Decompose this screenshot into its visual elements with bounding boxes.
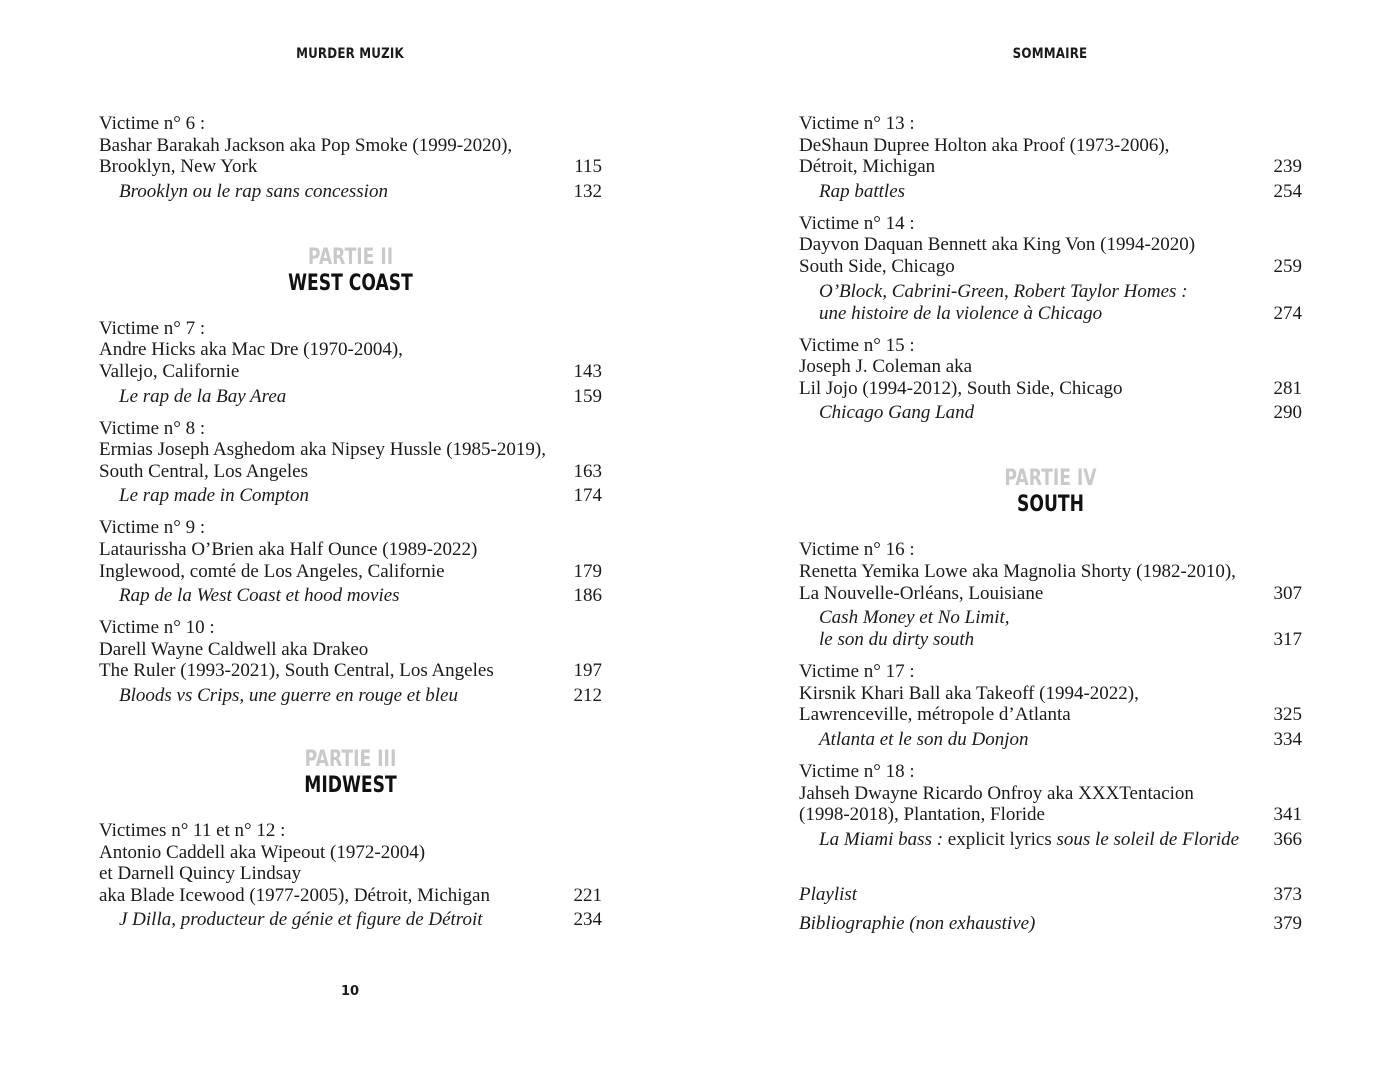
part-label: PARTIE II [307,244,394,270]
page-number: 317 [1273,629,1302,651]
entry-topic: Rap de la West Coast et hood movies 186 [119,585,602,607]
entry-line: Dayvon Daquan Bennett aka King Von (1994-2020) [799,234,1196,256]
entry-topic: Brooklyn ou le rap sans concession 132 [119,180,602,202]
entry-line: La Nouvelle-Orléans, Louisiane 307 [799,582,1302,604]
entry-line: Jahseh Dwayne Ricardo Onfroy aka XXXTentacion [799,782,1194,804]
entry-line: Joseph J. Coleman aka [799,356,973,378]
page-number: 281 [1273,377,1302,399]
entry-line: The Ruler (1993-2021), South Central, Los Angeles 197 [99,660,602,682]
entry-label: Victime n° 7 : [99,317,206,339]
entry-line: (1998-2018), Plantation, Floride 341 [799,804,1302,826]
entry-label: Victime n° 13 : [799,113,915,134]
page-number: 341 [1273,804,1302,826]
entry-line: Inglewood, comté de Los Angeles, Californie 179 [99,560,602,582]
entry-line: aka Blade Icewood (1977-2005), Détroit, Michigan 221 [99,884,602,906]
entry-line: DeShaun Dupree Holton aka Proof (1973-2006), [799,134,1170,156]
entry-line: Lataurissha O’Brien aka Half Ounce (1989-2022) [99,538,478,560]
entry-line: Darell Wayne Caldwell aka Drakeo [99,638,369,660]
page-number: 259 [1273,255,1302,277]
part-label: PARTIE IV [1004,466,1097,492]
page-number: 334 [1273,728,1302,750]
toc-entry-15 [799,335,1302,425]
page-number: 221 [573,884,602,906]
part-heading [799,466,1302,518]
page-number: 290 [1273,402,1302,424]
page-number: 212 [573,684,602,706]
page-number: 174 [573,485,602,507]
running-head: MURDER MUZIK [296,46,404,62]
toc-entry-16 [799,539,1302,651]
entry-label: Victime n° 9 : [99,517,206,539]
entry-line: Antonio Caddell aka Wipeout (1972-2004) [99,841,426,863]
entry-line: et Darnell Quincy Lindsay [99,863,302,885]
page-folio: 10 [340,984,360,999]
entry-label: Victime n° 17 : [799,661,915,683]
entry-topic: une histoire de la violence à Chicago 274 [819,302,1302,324]
page-number: 366 [1273,828,1302,850]
toc-entry-9 [99,517,602,607]
page-number: 179 [573,560,602,582]
entry-label: Victime n° 18 : [799,760,915,782]
part-label: PARTIE III [304,746,397,772]
toc-entry-bibliography [799,913,1302,935]
toc-entry-7 [99,318,602,408]
page-number: 239 [1273,156,1302,178]
entry-label: Bibliographie (non exhaustive) [799,913,1036,935]
page-number: 132 [573,180,602,202]
page-number: 307 [1273,582,1302,604]
page-number: 159 [573,385,602,407]
entry-line: Renetta Yemika Lowe aka Magnolia Shorty (1982-2010), [799,560,1236,582]
page-number: 115 [574,156,602,178]
entry-line: South Side, Chicago 259 [799,255,1302,277]
entry-topic: Atlanta et le son du Donjon 334 [819,728,1302,750]
entry-label: Victime n° 6 : [99,113,206,134]
right-page [700,0,1400,1075]
entry-line: Ermias Joseph Asghedom aka Nipsey Hussle (1985-2019), [99,439,546,461]
page-number: 254 [1273,180,1302,202]
entry-topic: le son du dirty south 317 [819,629,1302,651]
page-number: 325 [1273,704,1302,726]
running-head: SOMMAIRE [1012,46,1088,62]
toc-entry-8 [99,418,602,508]
part-heading [99,747,602,799]
page-number: 274 [1273,302,1302,324]
entry-label: Victime n° 8 : [99,417,206,439]
toc-entry-11-12 [99,820,602,931]
part-title: MIDWEST [304,772,397,798]
entry-line: Brooklyn, New York 115 [99,156,602,178]
entry-topic: J Dilla, producteur de génie et figure de Détroit 234 [119,909,602,931]
toc-entry-6 [99,113,602,203]
entry-line: Bashar Barakah Jackson aka Pop Smoke (1999-2020), [99,134,513,156]
entry-label: Victimes n° 11 et n° 12 : [99,819,286,841]
entry-topic: Rap battles 254 [819,180,1302,202]
entry-line: Kirsnik Khari Ball aka Takeoff (1994-2022), [799,682,1139,704]
toc-entry-13 [799,113,1302,203]
entry-topic: Cash Money et No Limit, [819,607,1010,629]
entry-label: Victime n° 15 : [799,334,915,356]
entry-label: Victime n° 14 : [799,212,915,234]
page-number: 143 [573,360,602,382]
entry-line: Lawrenceville, métropole d’Atlanta 325 [799,704,1302,726]
entry-line: Vallejo, Californie 143 [99,360,602,382]
entry-topic: La Miami bass : explicit lyrics sous le soleil de Floride 366 [819,828,1302,850]
part-title: WEST COAST [288,270,413,296]
entry-topic: O’Block, Cabrini-Green, Robert Taylor Homes : [819,280,1188,302]
entry-line: Andre Hicks aka Mac Dre (1970-2004), [99,339,403,361]
entry-topic: Bloods vs Crips, une guerre en rouge et bleu 212 [119,684,602,706]
page-number: 379 [1273,913,1302,935]
page-number: 373 [1273,883,1302,905]
page-number: 234 [573,909,602,931]
toc-left [99,113,602,931]
part-heading [99,245,602,297]
page-number: 163 [573,460,602,482]
entry-topic: Le rap made in Compton 174 [119,485,602,507]
toc-entry-18 [799,761,1302,851]
entry-line: Lil Jojo (1994-2012), South Side, Chicago 281 [799,377,1302,399]
toc-entry-10 [99,617,602,707]
toc-entry-playlist [799,884,1302,906]
entry-label: Victime n° 10 : [99,617,215,639]
entry-label: Playlist [799,883,858,905]
entry-topic: Le rap de la Bay Area 159 [119,385,602,407]
entry-line: South Central, Los Angeles 163 [99,460,602,482]
entry-topic: Chicago Gang Land 290 [819,402,1302,424]
entry-line: Détroit, Michigan 239 [799,156,1302,178]
entry-label: Victime n° 16 : [799,539,915,561]
toc-entry-17 [799,661,1302,751]
part-title: SOUTH [1017,492,1084,518]
toc-entry-14 [799,213,1302,325]
toc-right [799,113,1302,935]
page-number: 186 [573,585,602,607]
page-number: 197 [573,660,602,682]
